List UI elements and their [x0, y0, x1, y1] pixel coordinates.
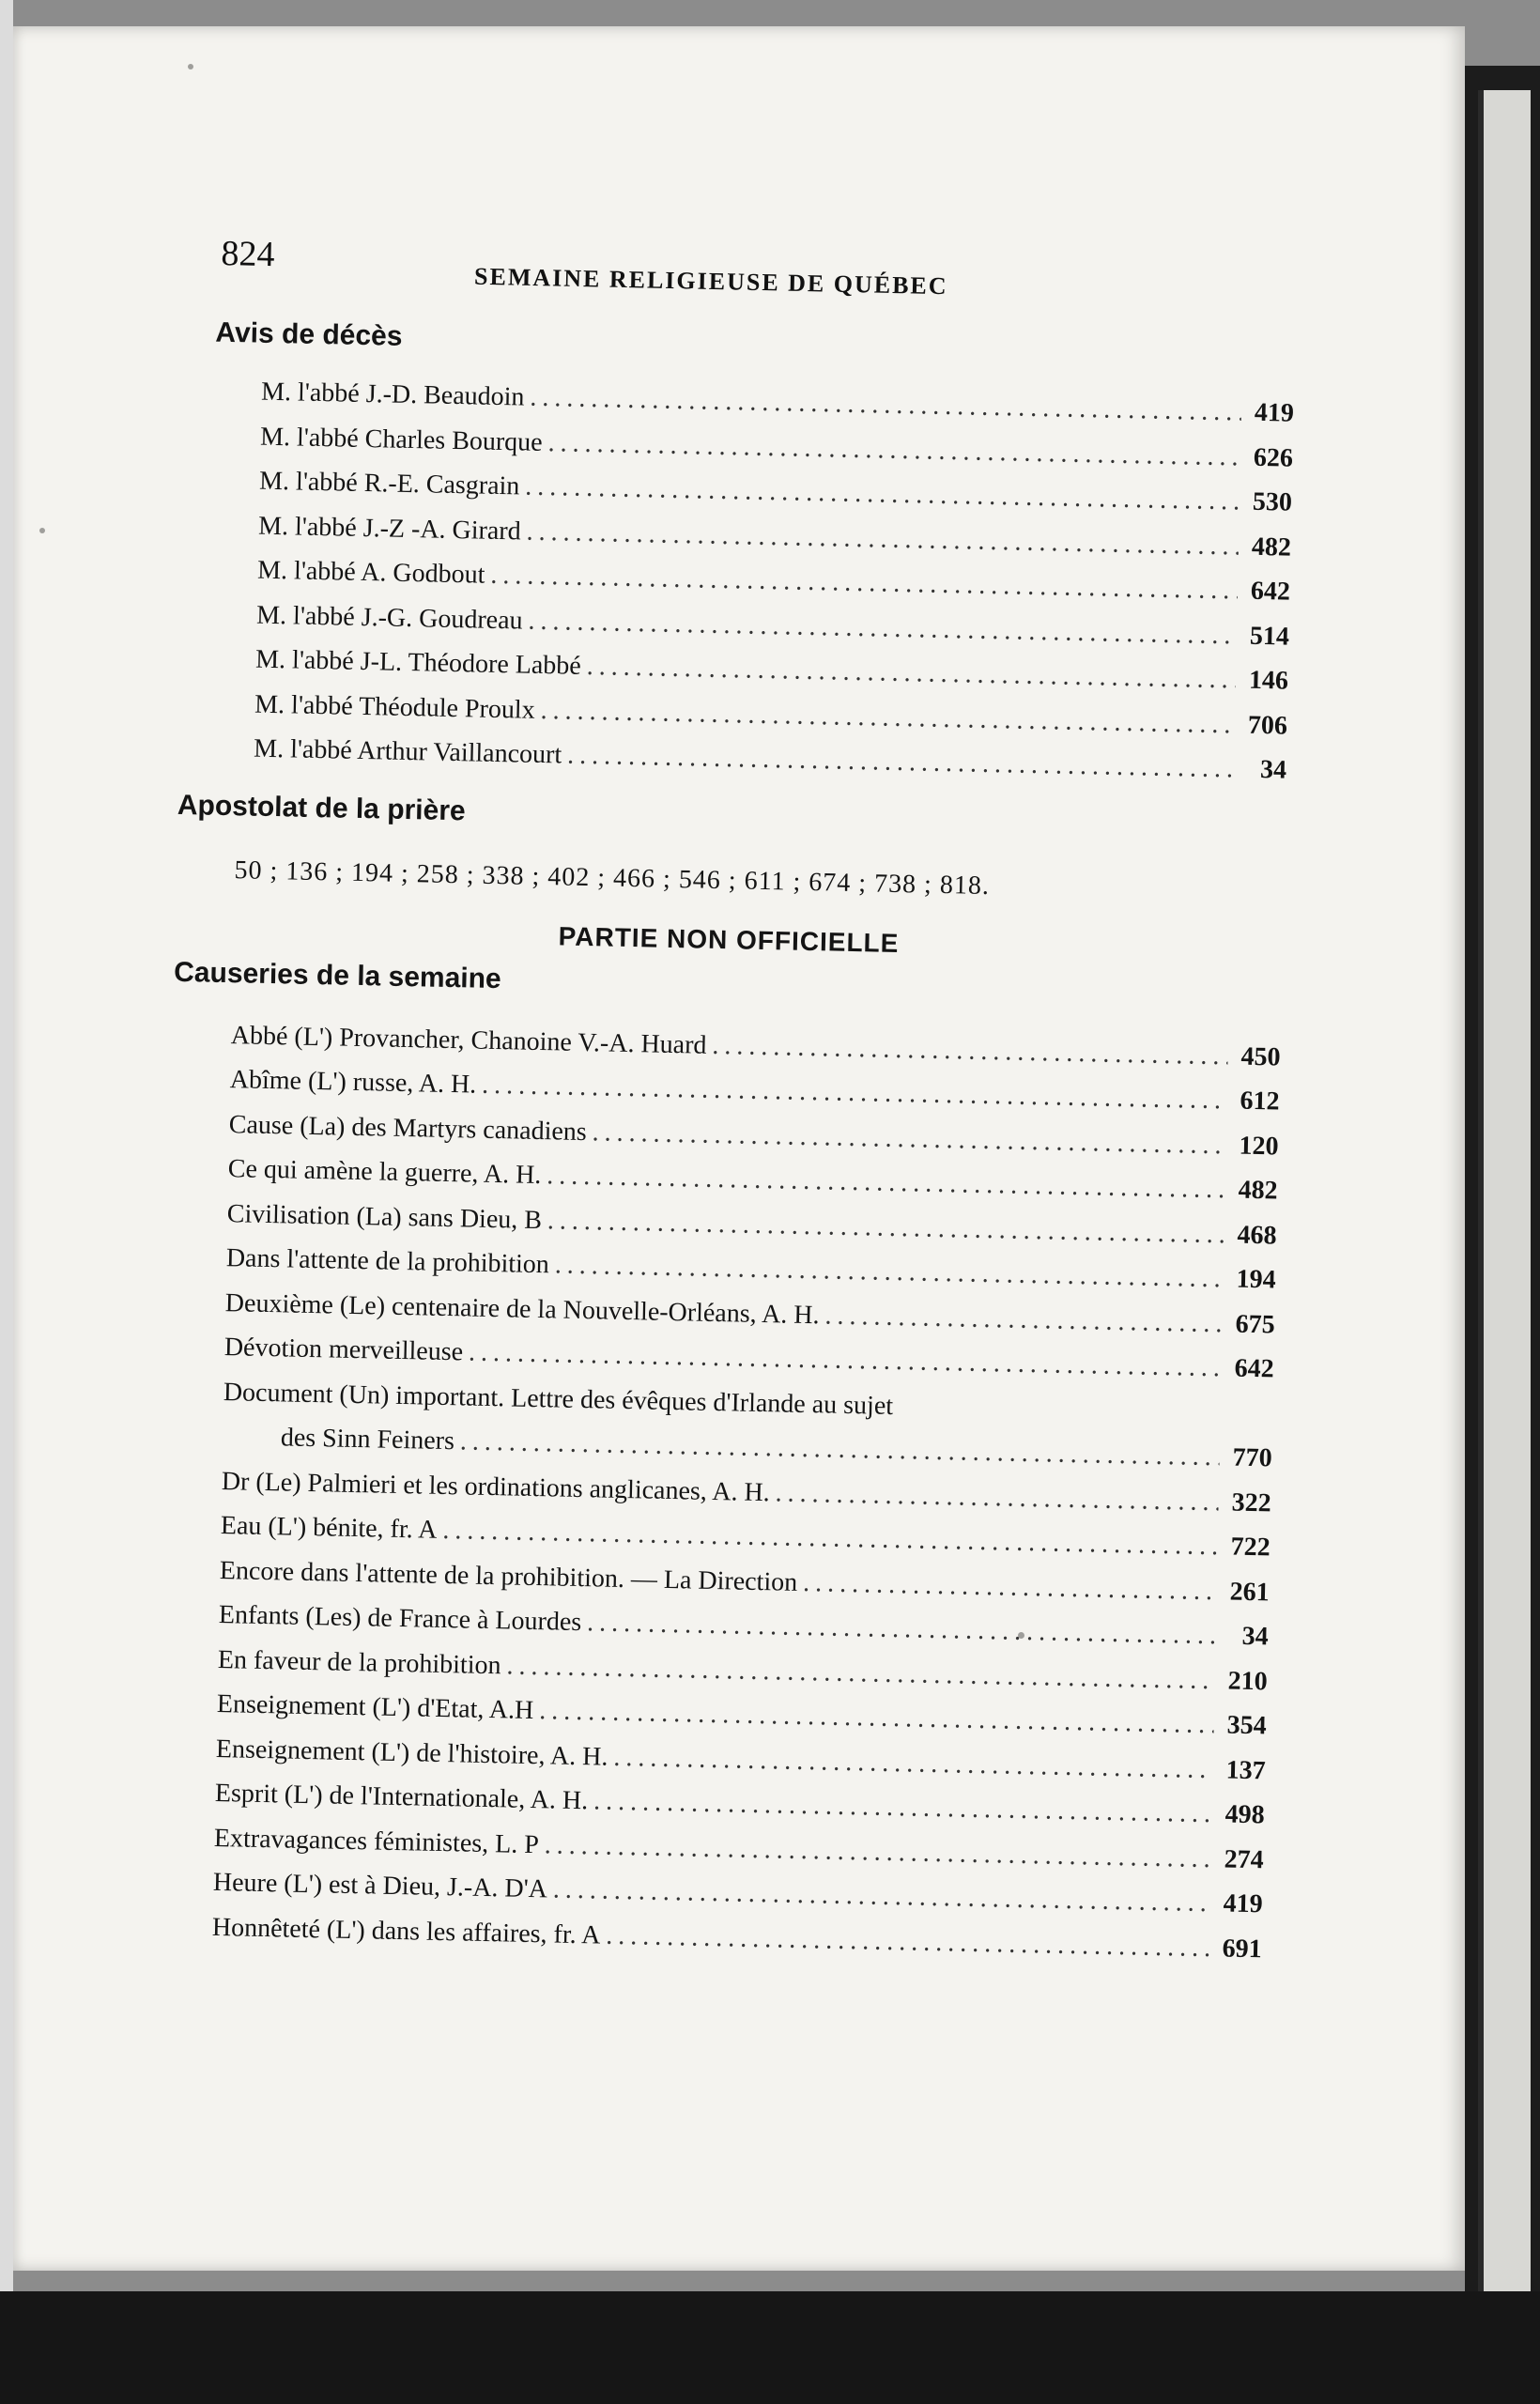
- list-item: Dans l'attente de la prohibition ..... 194: [225, 1236, 1276, 1302]
- list-item: Enseignement (L') d'Etat, A.H ..... 354: [216, 1682, 1267, 1749]
- list-item: M. l'abbé J.-G. Goudreau ..... 514: [256, 593, 1290, 659]
- prayer-heading: Apostolat de la prière: [177, 789, 466, 826]
- list-item: M. l'abbé R.-E. Casgrain ..... 530: [259, 459, 1293, 526]
- ink-speck: [188, 64, 193, 69]
- list-item: Cause (La) des Martyrs canadiens ..... 120: [228, 1102, 1279, 1169]
- list-item: Deuxième (Le) centenaire de la Nouvelle-Orléans, A. H. ..... 675: [224, 1281, 1275, 1348]
- list-item: Heure (L') est à Dieu, J.-A. D'A ..... 419: [212, 1860, 1263, 1927]
- list-item: Abbé (L') Provancher, Chanoine V.-A. Huard ..... 450: [230, 1013, 1281, 1080]
- list-item: Dr (Le) Palmieri et les ordinations anglicanes, A. H. ..... 322: [221, 1459, 1271, 1526]
- list-item: M. l'abbé J.-Z -A. Girard ..... 482: [258, 503, 1292, 570]
- running-title: SEMAINE RELIGIEUSE DE QUÉBEC: [473, 262, 948, 300]
- list-item: Esprit (L') de l'Internationale, A. H. ..... 498: [214, 1771, 1265, 1838]
- list-item: Enfants (Les) de France à Lourdes ..... 34: [218, 1593, 1269, 1659]
- list-item: M. l'abbé J.-D. Beaudoin ..... 419: [261, 370, 1295, 437]
- list-item: En faveur de la prohibition ..... 210: [217, 1637, 1268, 1703]
- scanner-bottom-band: [0, 2291, 1540, 2404]
- list-item: Civilisation (La) sans Dieu, B ..... 468: [226, 1192, 1277, 1258]
- list-item: Honnêteté (L') dans les affaires, fr. A ..... 691: [211, 1904, 1262, 1971]
- list-item: M. l'abbé Théodule Proulx ..... 706: [254, 682, 1288, 748]
- list-item: Enseignement (L') de l'histoire, A. H. ..... 137: [215, 1726, 1266, 1793]
- deaths-list: [254, 370, 1295, 793]
- list-item: Encore dans l'attente de la prohibition. — La Direction ..... 261: [219, 1549, 1270, 1615]
- deaths-heading: Avis de décès: [215, 316, 403, 352]
- causeries-heading: Causeries de la semaine: [173, 956, 502, 994]
- list-item: M. l'abbé Charles Bourque ..... 626: [260, 414, 1294, 481]
- ink-speck: [39, 528, 45, 533]
- page-number: 824: [221, 233, 275, 275]
- page-left-edge: [0, 0, 13, 2291]
- list-item: M. l'abbé A. Godbout ..... 642: [257, 548, 1291, 615]
- part-title: PARTIE NON OFFICIELLE: [558, 920, 900, 958]
- list-item: Abîme (L') russe, A. H. ..... 612: [229, 1057, 1280, 1124]
- entry-first-line: Document (Un) important. Lettre des évêques d'Irlande au sujet: [223, 1377, 894, 1421]
- prayer-pages: 50 ; 136 ; 194 ; 258 ; 338 ; 402 ; 466 ; 546 ; 611 ; 674 ; 738 ; 818.: [234, 855, 991, 901]
- list-item: Eau (L') bénite, fr. A ..... 722: [220, 1503, 1270, 1570]
- entry-second-line: des Sinn Feiners ..... 770: [222, 1414, 1272, 1481]
- list-item: Dévotion merveilleuse ..... 642: [223, 1325, 1274, 1392]
- index-content: [153, 310, 1295, 1971]
- list-item: M. l'abbé Arthur Vaillancourt ..... 34: [254, 727, 1287, 794]
- causeries-list: [211, 1013, 1281, 1972]
- next-page-edge: [1478, 90, 1531, 2316]
- list-item: Extravagances féministes, L. P ..... 274: [213, 1815, 1264, 1882]
- list-item: M. l'abbé J-L. Théodore Labbé ..... 146: [255, 638, 1289, 704]
- list-item: Ce qui amène la guerre, A. H. ..... 482: [227, 1147, 1278, 1213]
